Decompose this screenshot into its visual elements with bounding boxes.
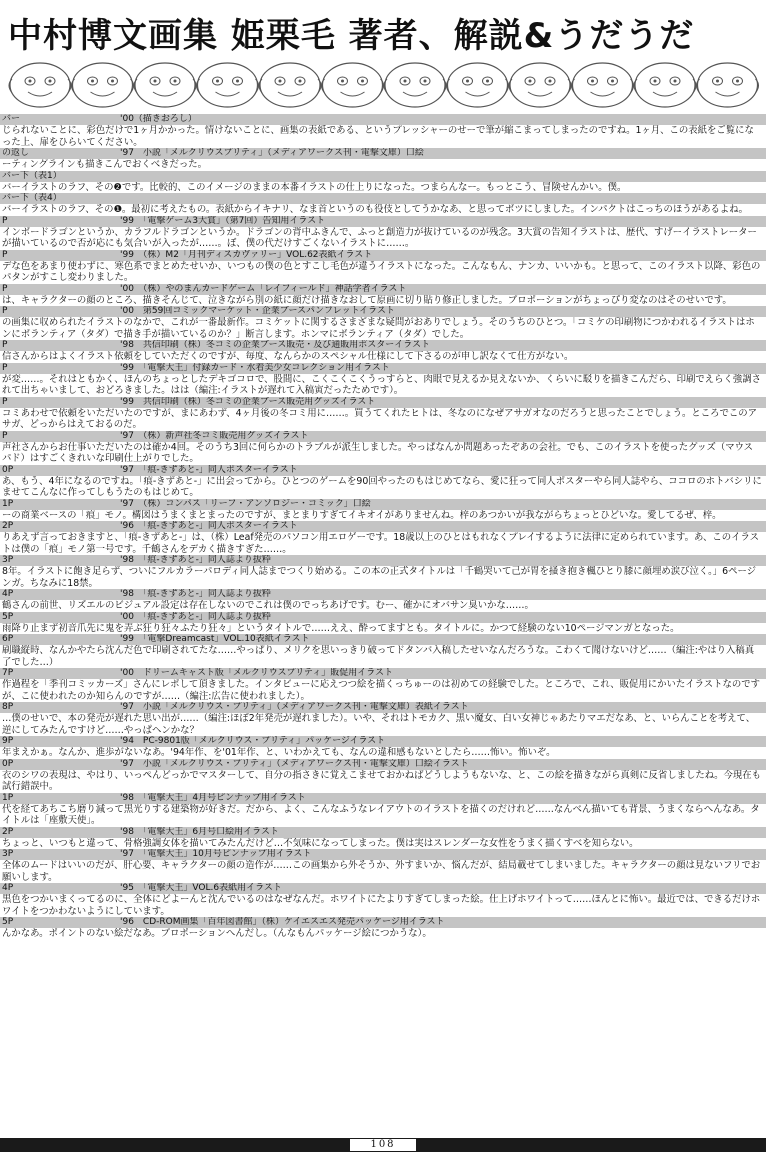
face-icon: [197, 63, 259, 107]
entry-caption: '98 「電撃大王」4月号ピンナップ用イラスト: [120, 792, 306, 803]
entry-body: 刷職縦時、なんかやたら沈んだ色で印刷されてたな……やっぱり、メリクを思いっきり破ってドタンバ入稿したせいなんだろうな。こわくて聞けないけど……（編注:やはり入稿真了でした…）: [2, 645, 755, 668]
entry-header: [0, 397, 766, 408]
entry-page: P: [2, 249, 8, 260]
entry-body: 衣のシワの表現は、やはり、いっぺんどっかでマスターして、自分の指さきに覚えこませておかねばどうしようもないな、と、この絵を描きながら真剣に反省しましたね。今現在も試行錯誤中。: [2, 769, 762, 792]
entry-header: [0, 431, 766, 442]
entry-body: デな色をあまり使わずに、寒色系でまとめたせいか、いつもの僕の色とすこし毛色が違うイラストになった。こんなもん、ナンカ、いいかも。と思って、このイラスト以降、彩色のパタンがすこし変わりました。: [2, 260, 761, 283]
entry-body: 雨降り止まず初音爪先に鬼を弄ぶ狂り狂々ふたり狂々」というタイトルで……ええ、酔ってますとも。タイトルに。かつて経験のない10ページマンガとなった。: [2, 622, 680, 634]
entry-header: [0, 193, 766, 204]
entry-caption: '97 （株）新声社冬コミ販売用グッズイラスト: [120, 430, 309, 441]
entry-caption: '98 「痕-きずあと-」同人誌より抜粋: [120, 555, 271, 565]
face-icon: [634, 63, 696, 107]
entry-page: 2P: [2, 826, 14, 837]
entry-page: 0P: [2, 464, 14, 475]
entry-body: 8年。イラストに飽き足らず、ついにフルカラーパロディ同人誌までつくり始める。この本の正式タイトルは「千鶴哭いて己が胃を掻き抱き楓ひとり膝に顔埋め涙び泣く。」6ページンガ。ちなみに18禁。: [2, 566, 757, 589]
entry-page: 4P: [2, 883, 14, 893]
entry-caption: '97 「痕-きずあと-」同人ポスターイラスト: [120, 464, 298, 475]
entry-page: 7P: [2, 668, 14, 678]
entry-header: [0, 827, 766, 838]
entry-caption: '97 小説「メルクリウスプリティ」（メディアワークス刊・電撃文庫）口絵: [120, 148, 424, 158]
entry-page: バー下（表1）: [2, 170, 62, 181]
entry-caption: '98 「電撃大王」6月号口絵用イラスト: [120, 826, 279, 837]
entry-body: ーティングラインも描きこんでおくべきだった。: [2, 159, 208, 170]
face-icon: [509, 63, 571, 107]
entry-caption: '94 PC-9801版「メルクリウス・プリティ」パッケージイラスト: [120, 736, 386, 746]
entry-body: の画集に収められたイラストのなかで、これが一番最新作。コミケットに関するさまざまな疑問がおありでしょう。そのうちのひとつ。「コミケの印刷物につかわれるイラストはホンにボランティア（タダ）で描き手が描いているのか？」断言します。ホンマにボランティア（タダ）でした。: [2, 317, 755, 340]
entry-page: バー: [2, 114, 21, 124]
face-icon-row: [0, 58, 766, 112]
entry-body: が変……。それはともかく、ほんのちょっとしたデキゴコロで、股間に、こくこくこくうっすらと、肉眼で見えるか見えないか、くらいに駁りを描きこんだら、印刷でえらく強調されて出ちゃいまして、おどろきました。はは（編注:イラストが遅れて入稿寅だったためです）。: [2, 373, 762, 396]
entry-body: ちょっと、いつもと違って、骨格強調女体を描いてみたんだけど…不気味になってしまった。僕は実はスレンダーな女性をうまく描くすべを知らない。: [2, 837, 639, 849]
face-icon: [697, 63, 759, 107]
entry-header: [0, 702, 766, 713]
entry-body: 鶴さんの前世、リズエルのビジュアル設定は存在しないのでこれは僕のでっちあげです。むー、確かにオバサン臭いかな……。: [2, 600, 534, 611]
entry-page: 1P: [2, 498, 14, 509]
entry-caption: '97 （株）コンパス「リーフ・アンソロジー・コミック」口絵: [120, 498, 371, 509]
entry-page: 6P: [2, 634, 14, 644]
entry-body: バーイラストのラフ、その❶。最初に考えたもの。表紙からイキナリ、なま首というのも役伎としてうかなあ、と思ってボツにしました。インパクトはこっちのほうがあるよね。: [2, 204, 748, 215]
entry-page: P: [2, 340, 8, 350]
entry-page: P: [2, 283, 8, 294]
entry-page: 3P: [2, 849, 14, 859]
entry-header: [0, 612, 766, 623]
entry-page: 9P: [2, 736, 14, 746]
entry-header: [0, 589, 766, 600]
entry-body: あ、もう、4年になるのですね。「痕-きずあと-」に出会ってから。ひとつのゲームを90回やったのもはじめてなら、愛に狂って同人ポスターやら同人誌やら、ココロのホトバシリにませてこんなに作ってしもうたのもはじめて。: [2, 475, 762, 498]
entry-body: 黒色をつかいまくってるのに、全体にどよーんと沈んでいるのはなぜなんだ。ホワイトにたよりすぎてしまった絵。仕上げホワイトって……ほんとに怖い。最近では、できるだけホワイトをつかわないようにしています。: [2, 894, 761, 917]
page-title: 中村博文画集 姫栗毛 著者、解説&うだうだ: [8, 16, 695, 56]
entry-header: [0, 736, 766, 747]
entry-page: P: [2, 396, 8, 407]
face-icon: [134, 63, 196, 107]
entry-caption: '98 共信印刷（株）冬コミの企業ブース販売・及び通販用ポスターイラスト: [120, 340, 430, 350]
entry-header: [0, 759, 766, 770]
entry-caption: '00 「痕-きずあと-」同人誌より抜粋: [120, 611, 271, 622]
entry-header: [0, 883, 766, 894]
page-number: 108: [350, 1139, 416, 1151]
entry-body: 代を経てあちこち磨り減って黒光りする建築物が好きだ。だから、よく、こんなふうなレイアウトのイラストを描くのだけれど……なんべん描いても背景、うまくならへんなあ。タイトルは「座敷天使」。: [2, 803, 760, 826]
face-icon: [259, 63, 321, 107]
entry-caption: '00（描きおろし）: [120, 114, 197, 124]
entry-header: [0, 793, 766, 804]
entry-page: の返し: [2, 148, 30, 158]
entry-header: [0, 521, 766, 532]
face-icon: [447, 63, 509, 107]
entry-header: [0, 216, 766, 227]
entry-header: [0, 340, 766, 351]
entry-caption: '97 「電撃大王」10月号ピンナップ用イラスト: [120, 849, 312, 859]
face-icon: [322, 63, 384, 107]
entry-header: [0, 634, 766, 645]
entry-caption: '99 （株）M2「月刊ディスカヴァリー」VOL.62表紙イラスト: [120, 249, 373, 260]
entry-caption: '97 小説「メルクリウス・プリティ」（メディアワークス刊・電撃文庫）表紙イラスト: [120, 702, 469, 712]
entry-header: [0, 306, 766, 317]
entry-caption: '99 「電撃ゲーム3大賞」（第7回）告知用イラスト: [120, 215, 326, 226]
entry-header: [0, 499, 766, 510]
entry-page: P: [2, 215, 8, 226]
face-icon: [9, 63, 71, 107]
entry-header: [0, 917, 766, 928]
entry-body: バーイラストのラフ、その❷です。比較的、このイメージのままの本番イラストの仕上りになった。つまらんなー。もっとこう、冒険せんかい。僕。: [2, 181, 627, 193]
entry-header: [0, 114, 766, 125]
entry-body: じられないことに、彩色だけで1ヶ月かかった。情けないことに、画集の表紙である、というプレッシャーのせーで筆が縮こまってしまったのですね。1ヶ月、この表紙をご覧になった上、扉をひらいてください。: [2, 125, 754, 148]
entry-page: バー下（表4）: [2, 193, 62, 203]
entry-page: 0P: [2, 758, 14, 769]
entry-body: は、キャラクターの顔のところ、描きそんじて、泣きながら別の紙に顔だけ描きなおして原画に切り貼り修正しました。プロポーションがちょっぴり変なのはそのせいです。: [2, 294, 732, 306]
entry-caption: '00 （株）やのまんカードゲーム「レイフィールド」神話学者イラスト: [120, 283, 407, 294]
entry-body: …僕のせいで、本の発売が遅れた思い出が……（編注:ほぼ2年発売が遅れました）。いや、それはトモカク、黒い魔女、白い女神じゃあたりマエだなあ、と、いらんことを考えて、逆にしてみたんですけど……やっぱヘンかな？: [2, 713, 756, 736]
entry-header: [0, 363, 766, 374]
entries-list: [0, 114, 766, 1134]
face-icon: [72, 63, 134, 107]
entry-caption: '00 ドリームキャスト版「メルクリウスプリティ」販促用イラスト: [120, 668, 393, 678]
entry-page: 5P: [2, 917, 14, 927]
entry-body: 信さんからはよくイラスト依頼をしていただくのですが、毎度、なんらかのスペシャル仕様にして下さるのが申し訳なくて仕方がない。: [2, 351, 574, 362]
entry-header: [0, 148, 766, 159]
entry-header: [0, 250, 766, 261]
entry-header: [0, 284, 766, 295]
entry-header: [0, 849, 766, 860]
face-icon: [384, 63, 446, 107]
entry-caption: '96 CD-ROM画集「百年図書館」（株）ケイエスエス発売パッケージ用イラスト: [120, 917, 445, 927]
entry-page: 8P: [2, 702, 14, 712]
entry-body: コミあわせで依頼をいただいたのですが、まにあわず、4ヶ月後の冬コミ用に……。買うてくれたヒトは、冬なのになぜアサガオなのだろうと思ったことでしょう。ところでこのアサガ、どっからはえておるのだ。: [2, 407, 757, 430]
entry-header: [0, 555, 766, 566]
entry-page: 1P: [2, 792, 14, 803]
entry-caption: '99 共信印刷（株）冬コミの企業ブース販売用グッズイラスト: [120, 396, 376, 407]
entry-body: ーの商業ベースの「痕」モノ。構図はうまくまとまったのですが、まとまりすぎてイキオイがありませんね。梓のあつかいが我ながらちょっとひどいな。愛してるぜ、梓。: [2, 509, 722, 521]
entry-caption: '96 「痕-きずあと-」同人ポスターイラスト: [120, 521, 298, 531]
entry-body: りあえず言っておきますと、「痕-きずあと-」は、（株）Leaf発売のパソコン用エロゲーです。18歳以上のひとはもれなくプレイするように法律に定められています。あ、このイラストは僕の「痕」モノ第一号です。千鶴さんをデカく描きすぎた……。: [2, 532, 759, 555]
entry-caption: '00 第59回コミックマーケット・企業ブースパンフレットイラスト: [120, 306, 395, 316]
entry-header: [0, 668, 766, 679]
entry-page: P: [2, 430, 8, 441]
entry-body: 全体のムードはいいのだが、肝心要、キャラクターの顔の造作が……この画集から外そうか、外すまいか、悩んだが、結局載せてしまいました。キャラクターの顔は見ないフリでお願いします。: [2, 860, 761, 883]
entry-page: 5P: [2, 611, 14, 622]
entry-page: P: [2, 362, 8, 373]
entry-header: [0, 465, 766, 476]
entry-page: 2P: [2, 521, 14, 531]
entry-body: 声社さんからお仕事いただいたのは確か4回。そのうち3回に何らかのトラブルが派生しました。やっぱなんか問題あったぞあの会社。でも、このイラストを使ったグッズ（マウスパド）はすごくきれいな印刷仕上がりでした。: [2, 441, 754, 464]
entry-caption: '99 「電撃Dreamcast」VOL.10表紙イラスト: [120, 634, 310, 644]
entry-caption: '99 「電撃大王」付録カード・水着美少女コレクション用イラスト: [120, 362, 390, 373]
entry-page: 3P: [2, 555, 14, 565]
entry-caption: '98 「痕-きずあと-」同人誌より抜粋: [120, 589, 271, 599]
face-icon: [572, 63, 634, 107]
entry-body: 作過程を「季刊コミッカーズ」さんにレポして頂きました。インタビューに応えつつ絵を描くっちゅーのは初めての経験でした。ところで、これ、販促用にかいたイラストなのですが、こに使われたのか知らんのですが……（編注:広告に使われました）。: [2, 679, 760, 702]
entry-body: んかなあ。ポイントのない絵だなあ。プロポーションへんだし。（んなもんパッケージ絵につかうな）。: [2, 928, 432, 939]
entry-header: [0, 171, 766, 182]
entry-body: 年まえかぁ。なんか、進歩がないなあ。'94年作、を'01年作、と、いわかえても、なんの違和感もないとしたら……怖い。怖いぞ。: [2, 747, 556, 758]
entry-page: P: [2, 306, 8, 316]
entry-caption: '97 小説「メルクリウス・プリティ」（メディアワークス刊・電撃文庫）口絵イラスト: [120, 758, 469, 769]
entry-caption: '95 「電撃大王」VOL.6表紙用イラスト: [120, 883, 282, 893]
entry-body: インボードラゴンというか、カラフルドラゴンというか。ドラゴンの背中ふきんで、ふっと創造力が抜けているのが残念。3大賞の告知イラストは、歴代、すげーイラストレーターが描いているので否が応にも気合いが入ったが……。ぼ、僕の代だけすごくないイラストに……。: [2, 226, 757, 249]
entry-page: 4P: [2, 589, 14, 599]
